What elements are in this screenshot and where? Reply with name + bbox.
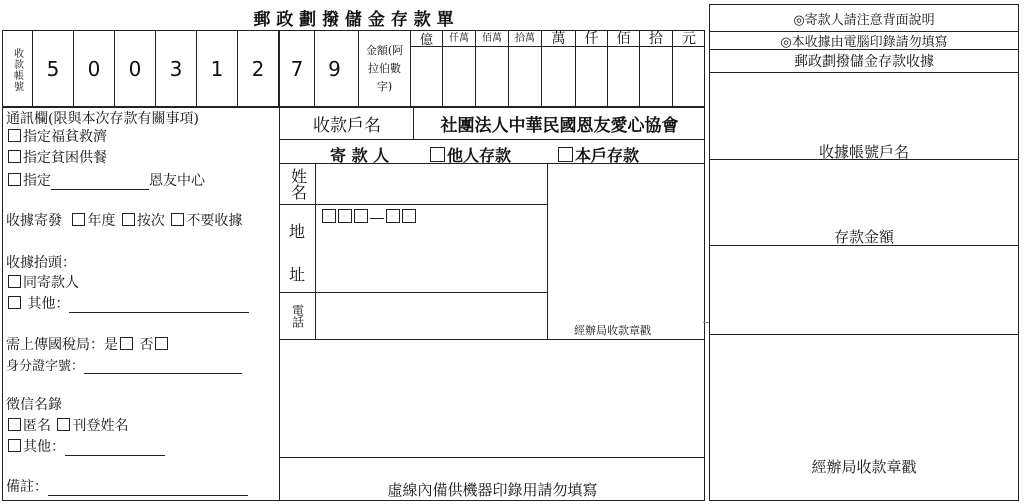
amount-cell[interactable]	[575, 47, 607, 108]
center-name-field[interactable]	[51, 189, 149, 190]
amount-unit: 佰	[607, 30, 639, 47]
postal-dash	[370, 218, 384, 219]
amount-cell[interactable]	[410, 47, 442, 108]
address-label	[280, 205, 315, 293]
notes-heading: 通訊欄(限與本次存款有關事項)	[6, 111, 199, 127]
account-digit: 3	[155, 30, 196, 108]
amount-cell[interactable]	[475, 47, 508, 108]
payee-name: 社團法人中華民國恩友愛心協會	[440, 116, 679, 136]
donor-other-field[interactable]	[65, 455, 165, 456]
account-label: 收款帳號	[11, 48, 23, 92]
receipt-header-label: 收據抬頭：	[6, 255, 76, 271]
checkbox[interactable]	[8, 129, 21, 142]
notes-column	[6, 108, 276, 500]
remarks: 備註：	[6, 476, 248, 496]
tax-upload: 需上傳國稅局：是 否	[6, 334, 170, 354]
label-column-rule	[315, 163, 316, 340]
checkbox-each[interactable]	[122, 213, 135, 226]
address-label-char: 址	[289, 265, 306, 284]
amount-cell[interactable]	[508, 47, 541, 108]
option-poverty-relief[interactable]: 指定福貧救濟	[6, 126, 107, 146]
checkbox[interactable]	[8, 296, 21, 309]
donor-list-options: 匿名 刊登姓名	[6, 415, 128, 435]
amount-unit: 拾萬	[508, 30, 541, 47]
receipt-other-field[interactable]	[69, 312, 249, 313]
checkbox-yearly[interactable]	[72, 213, 85, 226]
amount-label: 金額(阿拉伯數字)	[358, 30, 410, 108]
postal-box[interactable]	[354, 209, 368, 223]
stamp-bottom-rule	[280, 339, 705, 340]
form-title: 郵 政 劃 撥 儲 金 存 款 單	[253, 9, 454, 30]
option-donor-other[interactable]: 其他：	[6, 436, 165, 456]
donor-list-label: 徵信名錄	[6, 397, 62, 413]
checkbox-anonymous[interactable]	[8, 418, 21, 431]
payee-label: 收款戶名	[313, 116, 381, 136]
machine-note: 虛線內備供機器印錄用請勿填寫	[387, 480, 598, 499]
depositor-label: 寄 款 人	[330, 146, 390, 165]
receipt-rule	[709, 159, 1019, 160]
account-digit: 5	[32, 30, 73, 108]
amount-cell[interactable]	[541, 47, 575, 108]
checkbox[interactable]	[558, 147, 573, 162]
checkbox-tax-yes[interactable]	[120, 337, 133, 350]
receipt-note-1: ◎寄款人請注意背面說明	[793, 12, 935, 28]
option-same-as-depositor[interactable]: 同寄款人	[6, 272, 79, 292]
name-field[interactable]	[317, 164, 546, 204]
receipt-account-name: 收據帳號戶名	[818, 142, 909, 161]
amount-unit: 拾	[639, 30, 672, 47]
phone-field[interactable]	[317, 293, 546, 339]
receipt-delivery: 收據寄發 年度 按次 不要收據	[6, 213, 243, 229]
receipt-amount: 存款金額	[833, 227, 894, 246]
self-deposit-option[interactable]: 本戶存款	[556, 143, 639, 166]
option-meal-support[interactable]: 指定貧困供餐	[6, 147, 107, 167]
amount-cell[interactable]	[639, 47, 672, 108]
id-number: 身分證字號：	[6, 355, 242, 374]
name-bottom-rule	[280, 204, 547, 205]
depositor-row	[280, 140, 705, 164]
amount-unit: 仟萬	[442, 30, 475, 47]
account-digit: 0	[114, 30, 155, 108]
amount-unit: 佰萬	[475, 30, 508, 47]
amount-unit: 萬	[541, 30, 575, 47]
id-number-field[interactable]	[84, 373, 242, 374]
amount-unit: 億	[410, 30, 442, 47]
checkbox[interactable]	[8, 173, 21, 186]
option-designated-center[interactable]: 指定 恩友中心	[6, 170, 205, 190]
account-digit: 1	[196, 30, 237, 108]
receipt-rule	[709, 72, 1019, 73]
amount-cell[interactable]	[442, 47, 475, 108]
address-field[interactable]	[317, 226, 546, 292]
account-digit: 2	[237, 30, 278, 108]
name-label: 姓名	[288, 168, 308, 200]
postal-box[interactable]	[402, 209, 416, 223]
option-receipt-other[interactable]: 其他：	[6, 293, 249, 313]
postal-box[interactable]	[338, 209, 352, 223]
checkbox[interactable]	[8, 275, 21, 288]
receipt-stamp: 經辦局收款章戳	[811, 457, 917, 476]
amount-unit: 仟	[575, 30, 607, 47]
stamp-label: 經辦局收款章戳	[574, 324, 651, 337]
receipt-note-2: ◎本收據由電腦印錄請勿填寫	[780, 35, 948, 50]
postal-code-boxes[interactable]	[321, 209, 417, 225]
remarks-field[interactable]	[48, 495, 248, 496]
account-digit: 7	[278, 30, 314, 108]
amount-cell[interactable]	[672, 47, 705, 108]
tear-mark	[703, 322, 709, 323]
receipt-rule	[709, 245, 1019, 246]
receipt-panel	[709, 4, 1019, 501]
checkbox-publish-name[interactable]	[57, 418, 70, 431]
account-digits	[32, 30, 358, 108]
checkbox[interactable]	[8, 439, 21, 452]
amount-unit: 元	[672, 30, 705, 47]
account-digit: 9	[314, 30, 354, 108]
checkbox-no-receipt[interactable]	[171, 213, 184, 226]
stamp-column-rule	[547, 163, 548, 340]
deposit-form	[2, 4, 705, 501]
other-deposit-option[interactable]: 他人存款	[428, 143, 511, 166]
amount-cell[interactable]	[607, 47, 639, 108]
machine-area-rule	[280, 457, 705, 458]
address-label-char: 地	[289, 222, 306, 241]
phone-label: 電話	[290, 304, 305, 328]
checkbox-tax-no[interactable]	[155, 337, 168, 350]
checkbox[interactable]	[430, 147, 445, 162]
amount-grid	[410, 30, 705, 108]
receipt-title: 郵政劃撥儲金存款收據	[794, 54, 934, 70]
receipt-frame	[709, 4, 1019, 501]
checkbox[interactable]	[8, 150, 21, 163]
postal-box[interactable]	[322, 209, 336, 223]
account-digit: 0	[73, 30, 114, 108]
receipt-rule	[709, 334, 1019, 335]
postal-box[interactable]	[386, 209, 400, 223]
